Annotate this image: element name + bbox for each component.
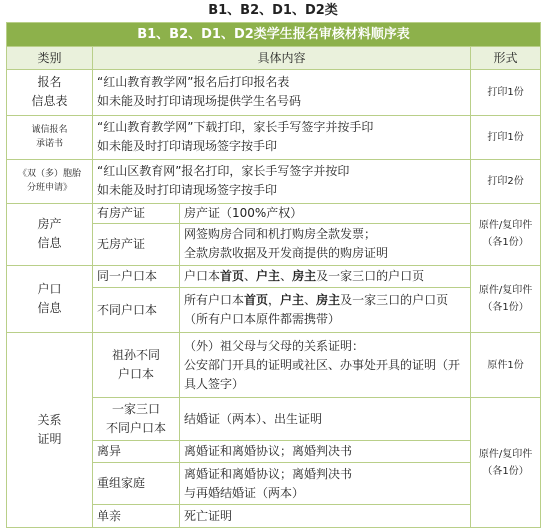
content-remarried: 离婚证和离婚协议；离婚判决书 与再婚结婚证（两本） bbox=[180, 462, 471, 505]
content-single-parent: 死亡证明 bbox=[180, 505, 471, 528]
text-segment: 、 bbox=[280, 268, 293, 283]
category-hukou: 户口 信息 bbox=[7, 265, 93, 332]
sub-label-diff-hukou: 不同户口本 bbox=[93, 288, 180, 333]
text-segment: 及一家三口的户口页（所有户口本原件都需携带） bbox=[184, 293, 449, 327]
table-title-row bbox=[7, 23, 541, 47]
form-grandparent: 原件1份 bbox=[471, 333, 541, 398]
form-relationship: 原件/复印件 （各1份） bbox=[471, 398, 541, 528]
content-family-of-three: 结婚证（两本）、出生证明 bbox=[180, 398, 471, 441]
form-hukou: 原件/复印件 （各1份） bbox=[471, 265, 541, 332]
table-row bbox=[7, 69, 541, 115]
text-segment: 户口本 bbox=[184, 268, 221, 283]
content-twins-application: “红山区教育网”报名打印，家长手写签字并按印 如未能及时打印请现场签字按手印 bbox=[93, 159, 471, 203]
table-row bbox=[7, 203, 541, 223]
sub-label-same-hukou: 同一户口本 bbox=[93, 265, 180, 287]
text-bold-segment: 房主 bbox=[316, 293, 341, 308]
content-integrity-pledge: “红山教育教学网”下载打印，家长手写签字并按手印 如未能及时打印请现场签字按手印 bbox=[93, 115, 471, 159]
header-category: 类别 bbox=[7, 47, 93, 69]
text-bold-segment: 房主 bbox=[292, 268, 317, 283]
content-has-certificate: 房产证（100%产权） bbox=[180, 203, 471, 223]
sub-label-grandparent: 祖孙不同 户口本 bbox=[93, 333, 180, 398]
content-no-certificate: 网签购房合同和机打购房全款发票； 全款房款收据及开发商提供的购房证明 bbox=[180, 223, 471, 265]
content-registration-form: “红山教育教学网”报名后打印报名表 如未能及时打印请现场提供学生名号码 bbox=[93, 69, 471, 115]
table-row bbox=[7, 159, 541, 203]
content-diff-hukou bbox=[180, 288, 471, 333]
header-form: 形式 bbox=[471, 47, 541, 69]
table-title: B1、B2、D1、D2类学生报名审核材料顺序表 bbox=[7, 23, 541, 47]
sub-label-remarried: 重组家庭 bbox=[93, 462, 180, 505]
header-row bbox=[7, 47, 541, 69]
page-title: B1、B2、D1、D2类 bbox=[208, 3, 338, 18]
text-bold-segment: 首页 bbox=[220, 268, 245, 283]
form-registration-form: 打印1份 bbox=[471, 69, 541, 115]
sub-label-family-of-three: 一家三口 不同户口本 bbox=[93, 398, 180, 441]
category-property: 房产 信息 bbox=[7, 203, 93, 265]
sub-label-no-certificate: 无房产证 bbox=[93, 223, 180, 265]
content-divorced: 离婚证和离婚协议；离婚判决书 bbox=[180, 441, 471, 462]
text-segment: ， bbox=[268, 293, 281, 308]
text-bold-segment: 户主 bbox=[280, 293, 305, 308]
content-grandparent: （外）祖父母与父母的关系证明： 公安部门开具的证明或社区、办事处开具的证明（开具人签字） bbox=[180, 333, 471, 398]
header-content: 具体内容 bbox=[93, 47, 471, 69]
category-registration-form: 报名 信息表 bbox=[7, 69, 93, 115]
category-integrity-pledge: 诚信报名 承诺书 bbox=[7, 115, 93, 159]
form-property: 原件/复印件 （各1份） bbox=[471, 203, 541, 265]
content-same-hukou bbox=[180, 265, 471, 287]
table-row bbox=[7, 115, 541, 159]
form-twins-application: 打印2份 bbox=[471, 159, 541, 203]
sub-label-single-parent: 单亲 bbox=[93, 505, 180, 528]
form-integrity-pledge: 打印1份 bbox=[471, 115, 541, 159]
text-segment: 所有户口本 bbox=[184, 293, 245, 308]
materials-table bbox=[6, 22, 541, 528]
category-relationship: 关系 证明 bbox=[7, 333, 93, 528]
text-segment: 、 bbox=[244, 268, 257, 283]
category-twins-application: 《双（多）胞胎 分班申请》 bbox=[7, 159, 93, 203]
sub-label-divorced: 离异 bbox=[93, 441, 180, 462]
table-row bbox=[7, 265, 541, 287]
sub-label-has-certificate: 有房产证 bbox=[93, 203, 180, 223]
table-row bbox=[7, 333, 541, 398]
text-bold-segment: 首页 bbox=[244, 293, 269, 308]
text-bold-segment: 户主 bbox=[256, 268, 281, 283]
text-segment: 、 bbox=[304, 293, 317, 308]
text-segment: 及一家三口的户口页 bbox=[316, 268, 425, 283]
